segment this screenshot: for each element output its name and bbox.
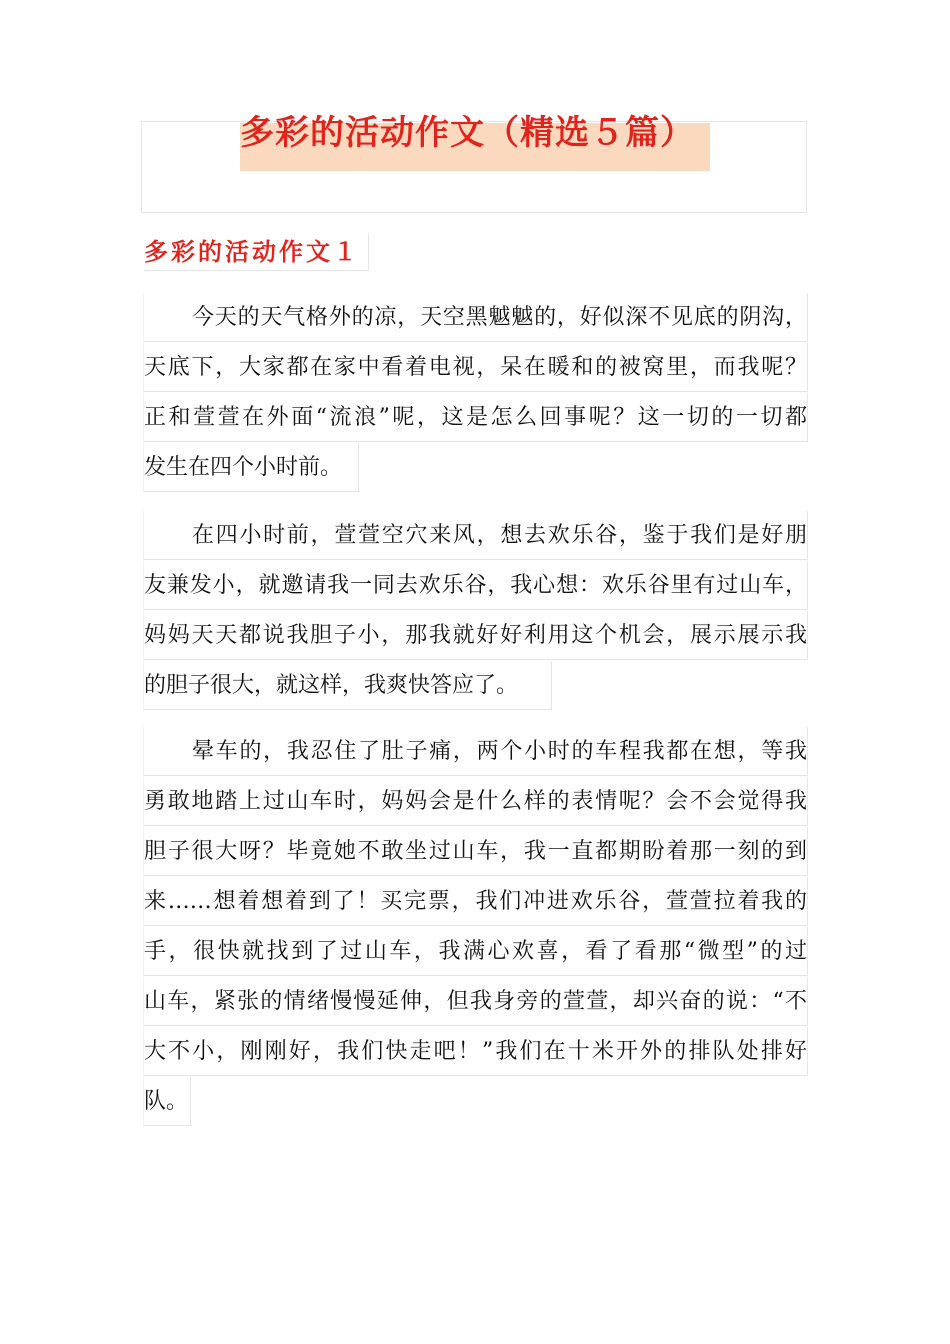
- paragraph-1-line-3: 正和萱萱在外面“流浪”呢，这是怎么回事呢？这一切的一切都: [143, 393, 808, 442]
- paragraph-3-line-5: 手，很快就找到了过山车，我满心欢喜，看了看那“微型”的过: [143, 927, 808, 976]
- paragraph-1-line-4: 发生在四个小时前。: [143, 443, 359, 492]
- paragraph-2-line-4: 的胆子很大，就这样，我爽快答应了。: [143, 661, 552, 710]
- paragraph-3-line-3: 胆子很大呀？毕竟她不敢坐过山车，我一直都期盼着那一刻的到: [143, 827, 808, 876]
- paragraph-3-line-6: 山车，紧张的情绪慢慢延伸，但我身旁的萱萱，却兴奋的说：“不: [143, 977, 808, 1026]
- paragraph-2-line-1: 在四小时前，萱萱空穴来风，想去欢乐谷，鉴于我们是好朋: [143, 511, 808, 560]
- paragraph-2-line-3: 妈妈天天都说我胆子小，那我就好好利用这个机会，展示展示我: [143, 611, 808, 660]
- paragraph-3-line-7: 大不小，刚刚好，我们快走吧！”我们在十米开外的排队处排好: [143, 1027, 808, 1076]
- paragraph-1-line-1: 今天的天气格外的凉，天空黑魆魆的，好似深不见底的阴沟，: [143, 293, 808, 342]
- document-title: 多彩的活动作文（精选５篇）: [240, 113, 695, 153]
- section-heading: 多彩的活动作文１: [144, 234, 369, 271]
- paragraph-3-line-8: 队。: [143, 1077, 191, 1126]
- paragraph-3-line-2: 勇敢地踏上过山车时，妈妈会是什么样的表情呢？会不会觉得我: [143, 777, 808, 826]
- paragraph-1-line-2: 天底下，大家都在家中看着电视，呆在暖和的被窝里，而我呢？: [143, 343, 808, 392]
- paragraph-2-line-2: 友兼发小，就邀请我一同去欢乐谷，我心想：欢乐谷里有过山车，: [143, 561, 808, 610]
- paragraph-3-line-4: 来……想着想着到了！买完票，我们冲进欢乐谷，萱萱拉着我的: [143, 877, 808, 926]
- paragraph-3-line-1: 晕车的，我忍住了肚子痛，两个小时的车程我都在想，等我: [143, 727, 808, 776]
